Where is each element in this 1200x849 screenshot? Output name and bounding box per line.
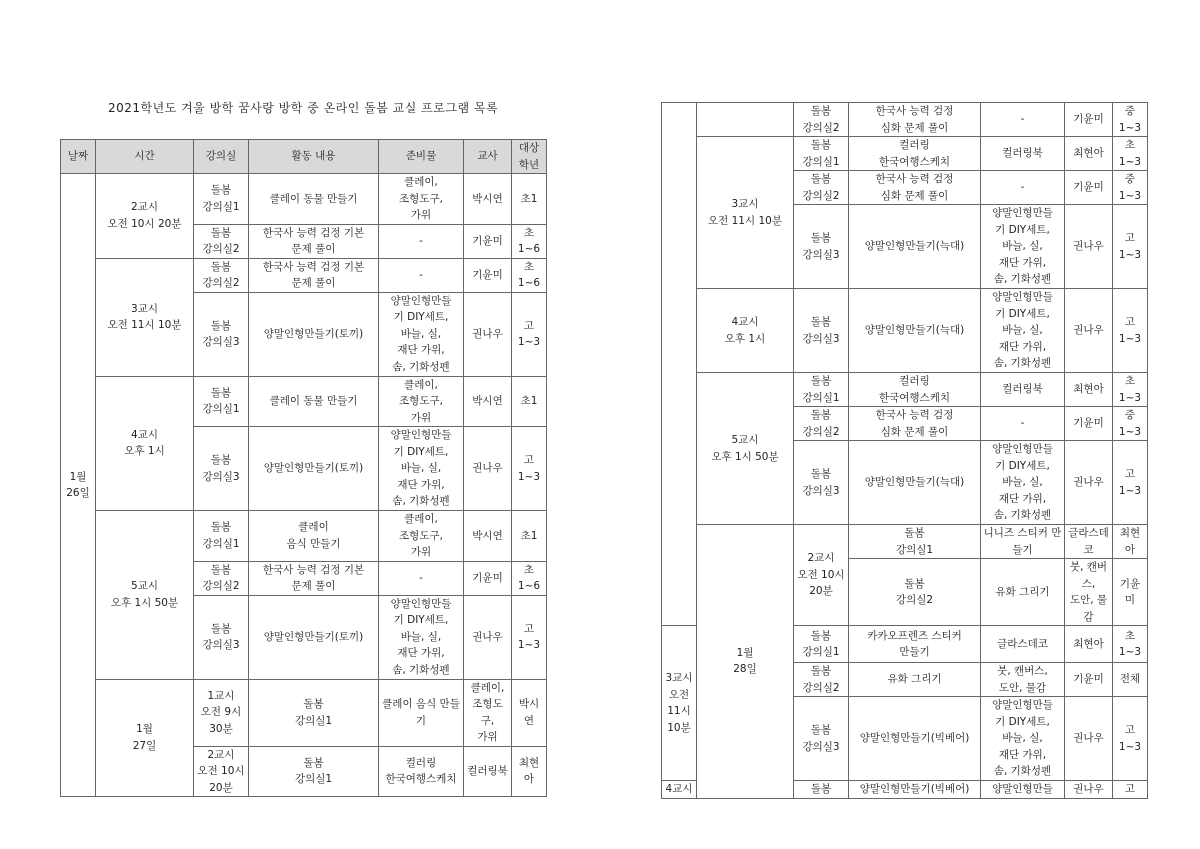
time-cell: 4교시: [662, 781, 697, 799]
room-cell: 돌봄 강의실2: [194, 561, 249, 595]
teacher-cell: 박시연: [464, 174, 512, 225]
time-cell: 2교시 오전 10시 20분: [794, 525, 849, 626]
room-cell: 돌봄 강의실1: [194, 511, 249, 562]
activity-cell: 유화 그리기: [981, 559, 1065, 626]
materials-cell: -: [379, 561, 464, 595]
materials-cell: 양말인형만들 기 DIY세트, 바늘, 실, 재단 가위, 솜, 기화성펜: [981, 289, 1065, 373]
grade-cell: 초 1~6: [512, 224, 547, 258]
activity-cell: 양말인형만들기(토끼): [249, 292, 379, 376]
teacher-cell: 권나우: [1065, 441, 1113, 525]
time-cell: 2교시 오전 10시 20분: [194, 746, 249, 797]
room-cell: 돌봄 강의실3: [194, 292, 249, 376]
materials-cell: 컬러링북: [981, 373, 1065, 407]
grade-cell: 중 1~3: [1113, 103, 1148, 137]
table-row: [61, 376, 547, 427]
materials-cell: 붓, 캔버스, 도안, 물감: [981, 663, 1065, 697]
materials-cell: 글라스데코: [981, 626, 1065, 663]
activity-cell: 양말인형만들기(늑대): [849, 289, 981, 373]
header-date: 날짜: [61, 140, 96, 174]
schedule-table-left: [60, 139, 547, 797]
activity-cell: 한국사 능력 검정 심화 문제 풀이: [849, 103, 981, 137]
grade-cell: 고 1~3: [512, 292, 547, 376]
room-cell: 돌봄 강의실3: [794, 289, 849, 373]
activity-cell: 양말인형만들기(늑대): [849, 205, 981, 289]
time-cell: 3교시 오전 11시 10분: [697, 137, 794, 289]
room-cell: 돌봄 강의실1: [194, 376, 249, 427]
table-row: [662, 525, 1148, 559]
activity-cell: 한국사 능력 검정 기본 문제 풀이: [249, 224, 379, 258]
teacher-cell: 박시연: [464, 376, 512, 427]
table-row: [662, 137, 1148, 171]
teacher-cell: 박시연: [464, 511, 512, 562]
activity-cell: 클레이 동물 만들기: [249, 376, 379, 427]
teacher-cell: 최현아: [1065, 626, 1113, 663]
room-cell: 돌봄 강의실2: [849, 559, 981, 626]
grade-cell: 초 1~3: [1113, 373, 1148, 407]
grade-cell: 전체: [1113, 663, 1148, 697]
grade-cell: 초1: [512, 376, 547, 427]
room-cell: 돌봄 강의실3: [794, 441, 849, 525]
activity-cell: 양말인형만들기(늑대): [849, 441, 981, 525]
grade-cell: 중 1~3: [1113, 407, 1148, 441]
teacher-cell: 기윤미: [1065, 103, 1113, 137]
materials-cell: 양말인형만들 기 DIY세트, 바늘, 실, 재단 가위, 솜, 기화성펜: [981, 205, 1065, 289]
teacher-cell: 권나우: [464, 427, 512, 511]
teacher-cell: 기윤미: [464, 561, 512, 595]
table-row: [662, 103, 1148, 137]
time-cell: 5교시 오후 1시 50분: [96, 511, 194, 680]
time-cell: 4교시 오후 1시: [96, 376, 194, 511]
room-cell: 돌봄 강의실2: [194, 224, 249, 258]
time-cell: 3교시 오전 11시 10분: [662, 626, 697, 781]
activity-cell: 한국사 능력 검정 기본 문제 풀이: [249, 258, 379, 292]
materials-cell: -: [981, 103, 1065, 137]
room-cell: 돌봄 강의실1: [794, 137, 849, 171]
teacher-cell: 기윤미: [1065, 171, 1113, 205]
date-cell: [662, 103, 697, 626]
activity-cell: 클레이 음식 만들기: [379, 679, 464, 746]
materials-cell: -: [379, 258, 464, 292]
activity-cell: 유화 그리기: [849, 663, 981, 697]
room-cell: 돌봄 강의실3: [794, 697, 849, 781]
activity-cell: 한국사 능력 검정 심화 문제 풀이: [849, 171, 981, 205]
room-cell: 돌봄 강의실1: [794, 626, 849, 663]
teacher-cell: 기윤미: [464, 258, 512, 292]
teacher-cell: 권나우: [1065, 781, 1113, 799]
room-cell: 돌봄 강의실1: [249, 679, 379, 746]
room-cell: 돌봄 강의실2: [794, 171, 849, 205]
room-cell: 돌봄 강의실1: [794, 373, 849, 407]
table-header-row: [61, 140, 547, 174]
materials-cell: 클레이, 조형도구, 가위: [464, 679, 512, 746]
grade-cell: 초 1~6: [512, 561, 547, 595]
grade-cell: 고 1~3: [1113, 289, 1148, 373]
grade-cell: 고 1~3: [512, 595, 547, 679]
header-time: 시간: [96, 140, 194, 174]
activity-cell: 한국사 능력 검정 기본 문제 풀이: [249, 561, 379, 595]
time-cell: [697, 103, 794, 137]
teacher-cell: 권나우: [1065, 289, 1113, 373]
grade-cell: 고: [1113, 781, 1148, 799]
table-row: [662, 289, 1148, 373]
teacher-cell: 권나우: [1065, 205, 1113, 289]
materials-cell: 양말인형만들 기 DIY세트, 바늘, 실, 재단 가위, 솜, 기화성펜: [379, 427, 464, 511]
materials-cell: 클레이, 조형도구, 가위: [379, 174, 464, 225]
teacher-cell: 기윤미: [464, 224, 512, 258]
teacher-cell: 기윤미: [1065, 663, 1113, 697]
room-cell: 돌봄 강의실3: [194, 427, 249, 511]
date-cell: 1월 26일: [61, 174, 96, 797]
room-cell: 돌봄 강의실2: [794, 407, 849, 441]
activity-cell: 니니즈 스티커 만들기: [981, 525, 1065, 559]
teacher-cell: 기윤미: [1113, 559, 1148, 626]
header-teacher: 교사: [464, 140, 512, 174]
activity-cell: 양말인형만들기(빅베어): [849, 781, 981, 799]
teacher-cell: 최현아: [1113, 525, 1148, 559]
materials-cell: 컬러링북: [464, 746, 512, 797]
grade-cell: 고 1~3: [1113, 441, 1148, 525]
header-materials: 준비물: [379, 140, 464, 174]
grade-cell: 고 1~3: [512, 427, 547, 511]
materials-cell: 양말인형만들 기 DIY세트, 바늘, 실, 재단 가위, 솜, 기화성펜: [379, 595, 464, 679]
teacher-cell: 최현아: [1065, 137, 1113, 171]
activity-cell: 한국사 능력 검정 심화 문제 풀이: [849, 407, 981, 441]
activity-cell: 양말인형만들기(토끼): [249, 595, 379, 679]
table-row: [61, 679, 547, 746]
activity-cell: 카카오프렌즈 스티커 만들기: [849, 626, 981, 663]
schedule-table-right: [661, 102, 1148, 799]
room-cell: 돌봄 강의실1: [849, 525, 981, 559]
room-cell: 돌봄 강의실2: [794, 103, 849, 137]
grade-cell: 고 1~3: [1113, 697, 1148, 781]
teacher-cell: 권나우: [464, 595, 512, 679]
time-cell: 2교시 오전 10시 20분: [96, 174, 194, 259]
time-cell: 5교시 오후 1시 50분: [697, 373, 794, 525]
activity-cell: 양말인형만들기(토끼): [249, 427, 379, 511]
materials-cell: 붓, 캔버스, 도안, 물감: [1065, 559, 1113, 626]
activity-cell: 클레이 동물 만들기: [249, 174, 379, 225]
teacher-cell: 최현아: [1065, 373, 1113, 407]
activity-cell: 컬러링 한국여행스케치: [849, 137, 981, 171]
activity-cell: 클레이 음식 만들기: [249, 511, 379, 562]
room-cell: 돌봄 강의실2: [194, 258, 249, 292]
room-cell: 돌봄 강의실1: [249, 746, 379, 797]
materials-cell: -: [981, 407, 1065, 441]
teacher-cell: 최현아: [512, 746, 547, 797]
grade-cell: 초1: [512, 511, 547, 562]
header-grade: 대상 학년: [512, 140, 547, 174]
grade-cell: 고 1~3: [1113, 205, 1148, 289]
time-cell: 1교시 오전 9시 30분: [194, 679, 249, 746]
materials-cell: 양말인형만들 기 DIY세트, 바늘, 실, 재단 가위, 솜, 기화성펜: [379, 292, 464, 376]
table-row: [61, 258, 547, 292]
grade-cell: 초 1~3: [1113, 137, 1148, 171]
header-room: 강의실: [194, 140, 249, 174]
teacher-cell: 권나우: [1065, 697, 1113, 781]
header-activity: 활동 내용: [249, 140, 379, 174]
date-cell: 1월 28일: [697, 525, 794, 799]
room-cell: 돌봄: [794, 781, 849, 799]
room-cell: 돌봄 강의실2: [794, 663, 849, 697]
teacher-cell: 박시연: [512, 679, 547, 746]
room-cell: 돌봄 강의실1: [194, 174, 249, 225]
table-row: [662, 373, 1148, 407]
room-cell: 돌봄 강의실3: [194, 595, 249, 679]
materials-cell: 양말인형만들: [981, 781, 1065, 799]
materials-cell: 클레이, 조형도구, 가위: [379, 511, 464, 562]
activity-cell: 컬러링 한국여행스케치: [849, 373, 981, 407]
grade-cell: 초 1~6: [512, 258, 547, 292]
activity-cell: 컬러링 한국여행스케치: [379, 746, 464, 797]
materials-cell: 양말인형만들 기 DIY세트, 바늘, 실, 재단 가위, 솜, 기화성펜: [981, 441, 1065, 525]
time-cell: 4교시 오후 1시: [697, 289, 794, 373]
activity-cell: 양말인형만들기(빅베어): [849, 697, 981, 781]
materials-cell: 컬러링북: [981, 137, 1065, 171]
materials-cell: -: [981, 171, 1065, 205]
grade-cell: 초1: [512, 174, 547, 225]
document-title: 2021학년도 겨울 방학 꿈사랑 방학 중 온라인 돌봄 교실 프로그램 목록: [107, 101, 499, 115]
grade-cell: 중 1~3: [1113, 171, 1148, 205]
materials-cell: -: [379, 224, 464, 258]
date-cell: 1월 27일: [96, 679, 194, 797]
grade-cell: 초 1~3: [1113, 626, 1148, 663]
materials-cell: 클레이, 조형도구, 가위: [379, 376, 464, 427]
teacher-cell: 기윤미: [1065, 407, 1113, 441]
room-cell: 돌봄 강의실3: [794, 205, 849, 289]
time-cell: 3교시 오전 11시 10분: [96, 258, 194, 376]
materials-cell: 글라스데코: [1065, 525, 1113, 559]
table-row: [61, 511, 547, 562]
materials-cell: 양말인형만들 기 DIY세트, 바늘, 실, 재단 가위, 솜, 기화성펜: [981, 697, 1065, 781]
teacher-cell: 권나우: [464, 292, 512, 376]
table-row: [61, 174, 547, 225]
